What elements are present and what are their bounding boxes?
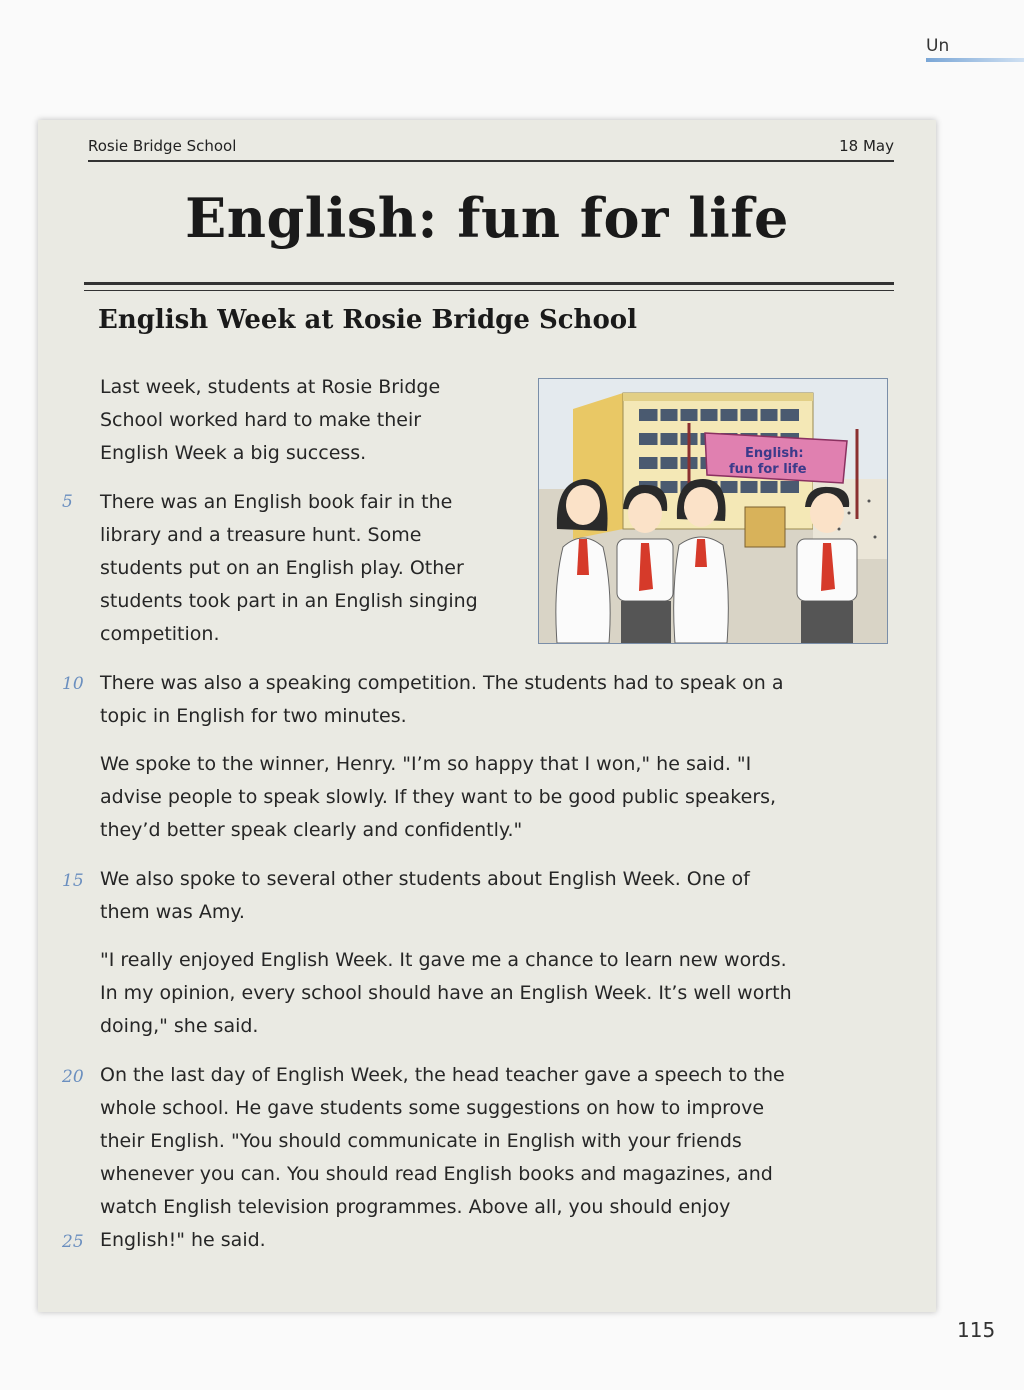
text-line: whenever you can. You should read English books and magazines, and: [100, 1163, 773, 1185]
text-line: There was an English book fair in the: [100, 491, 453, 513]
headline-rule: [84, 282, 894, 291]
headline: English: fun for life: [185, 186, 789, 250]
line-number-10: 10: [62, 674, 84, 694]
paragraph-5: [100, 863, 750, 929]
masthead-school: Rosie Bridge School: [88, 137, 237, 155]
paragraph-1: [100, 371, 440, 470]
text-line: doing," she said.: [100, 1015, 259, 1037]
students-illustration: [538, 378, 888, 644]
text-line: School worked hard to make their: [100, 409, 422, 431]
text-line: advise people to speak slowly. If they want to be good public speakers,: [100, 786, 777, 808]
page-number: 115: [957, 1318, 996, 1342]
newspaper-sheet: [38, 120, 936, 1312]
line-number-15: 15: [62, 871, 84, 891]
line-number-20: 20: [62, 1067, 84, 1087]
text-line: English!" he said.: [100, 1229, 266, 1251]
line-number-25: 25: [62, 1232, 84, 1252]
text-line: We spoke to the winner, Henry. "I’m so happy that I won," he said. "I: [100, 753, 752, 775]
illustration-drawing: [539, 379, 887, 643]
paragraph-7: [100, 1059, 785, 1257]
paragraph-4: [100, 748, 776, 847]
text-line: students took part in an English singing: [100, 590, 478, 612]
text-line: English Week a big success.: [100, 442, 367, 464]
text-line: There was also a speaking competition. The students had to speak on a: [100, 672, 784, 694]
text-line: We also spoke to several other students about English Week. One of: [100, 868, 750, 890]
unit-tab: Un: [926, 36, 950, 56]
paragraph-6: [100, 944, 792, 1043]
banner-line-2: fun for life: [729, 462, 807, 477]
masthead-date: 18 May: [839, 137, 894, 155]
paragraph-2: [100, 486, 478, 651]
text-line: "I really enjoyed English Week. It gave me a chance to learn new words.: [100, 949, 787, 971]
text-line: their English. "You should communicate in English with your friends: [100, 1130, 742, 1152]
text-line: them was Amy.: [100, 901, 245, 923]
line-number-5: 5: [62, 492, 73, 512]
text-line: students put on an English play. Other: [100, 557, 464, 579]
masthead: [88, 134, 894, 162]
text-line: watch English television programmes. Above all, you should enjoy: [100, 1196, 731, 1218]
unit-tab-underline: [926, 58, 1024, 62]
subheading: English Week at Rosie Bridge School: [98, 305, 638, 335]
text-line: they’d better speak clearly and confidently.": [100, 819, 523, 841]
text-line: whole school. He gave students some suggestions on how to improve: [100, 1097, 765, 1119]
text-line: library and a treasure hunt. Some: [100, 524, 422, 546]
text-line: topic in English for two minutes.: [100, 705, 407, 727]
text-line: In my opinion, every school should have an English Week. It’s well worth: [100, 982, 792, 1004]
text-line: competition.: [100, 623, 220, 645]
paragraph-3: [100, 667, 784, 733]
text-line: On the last day of English Week, the head teacher gave a speech to the: [100, 1064, 785, 1086]
text-line: Last week, students at Rosie Bridge: [100, 376, 441, 398]
banner-line-1: English:: [745, 446, 804, 461]
